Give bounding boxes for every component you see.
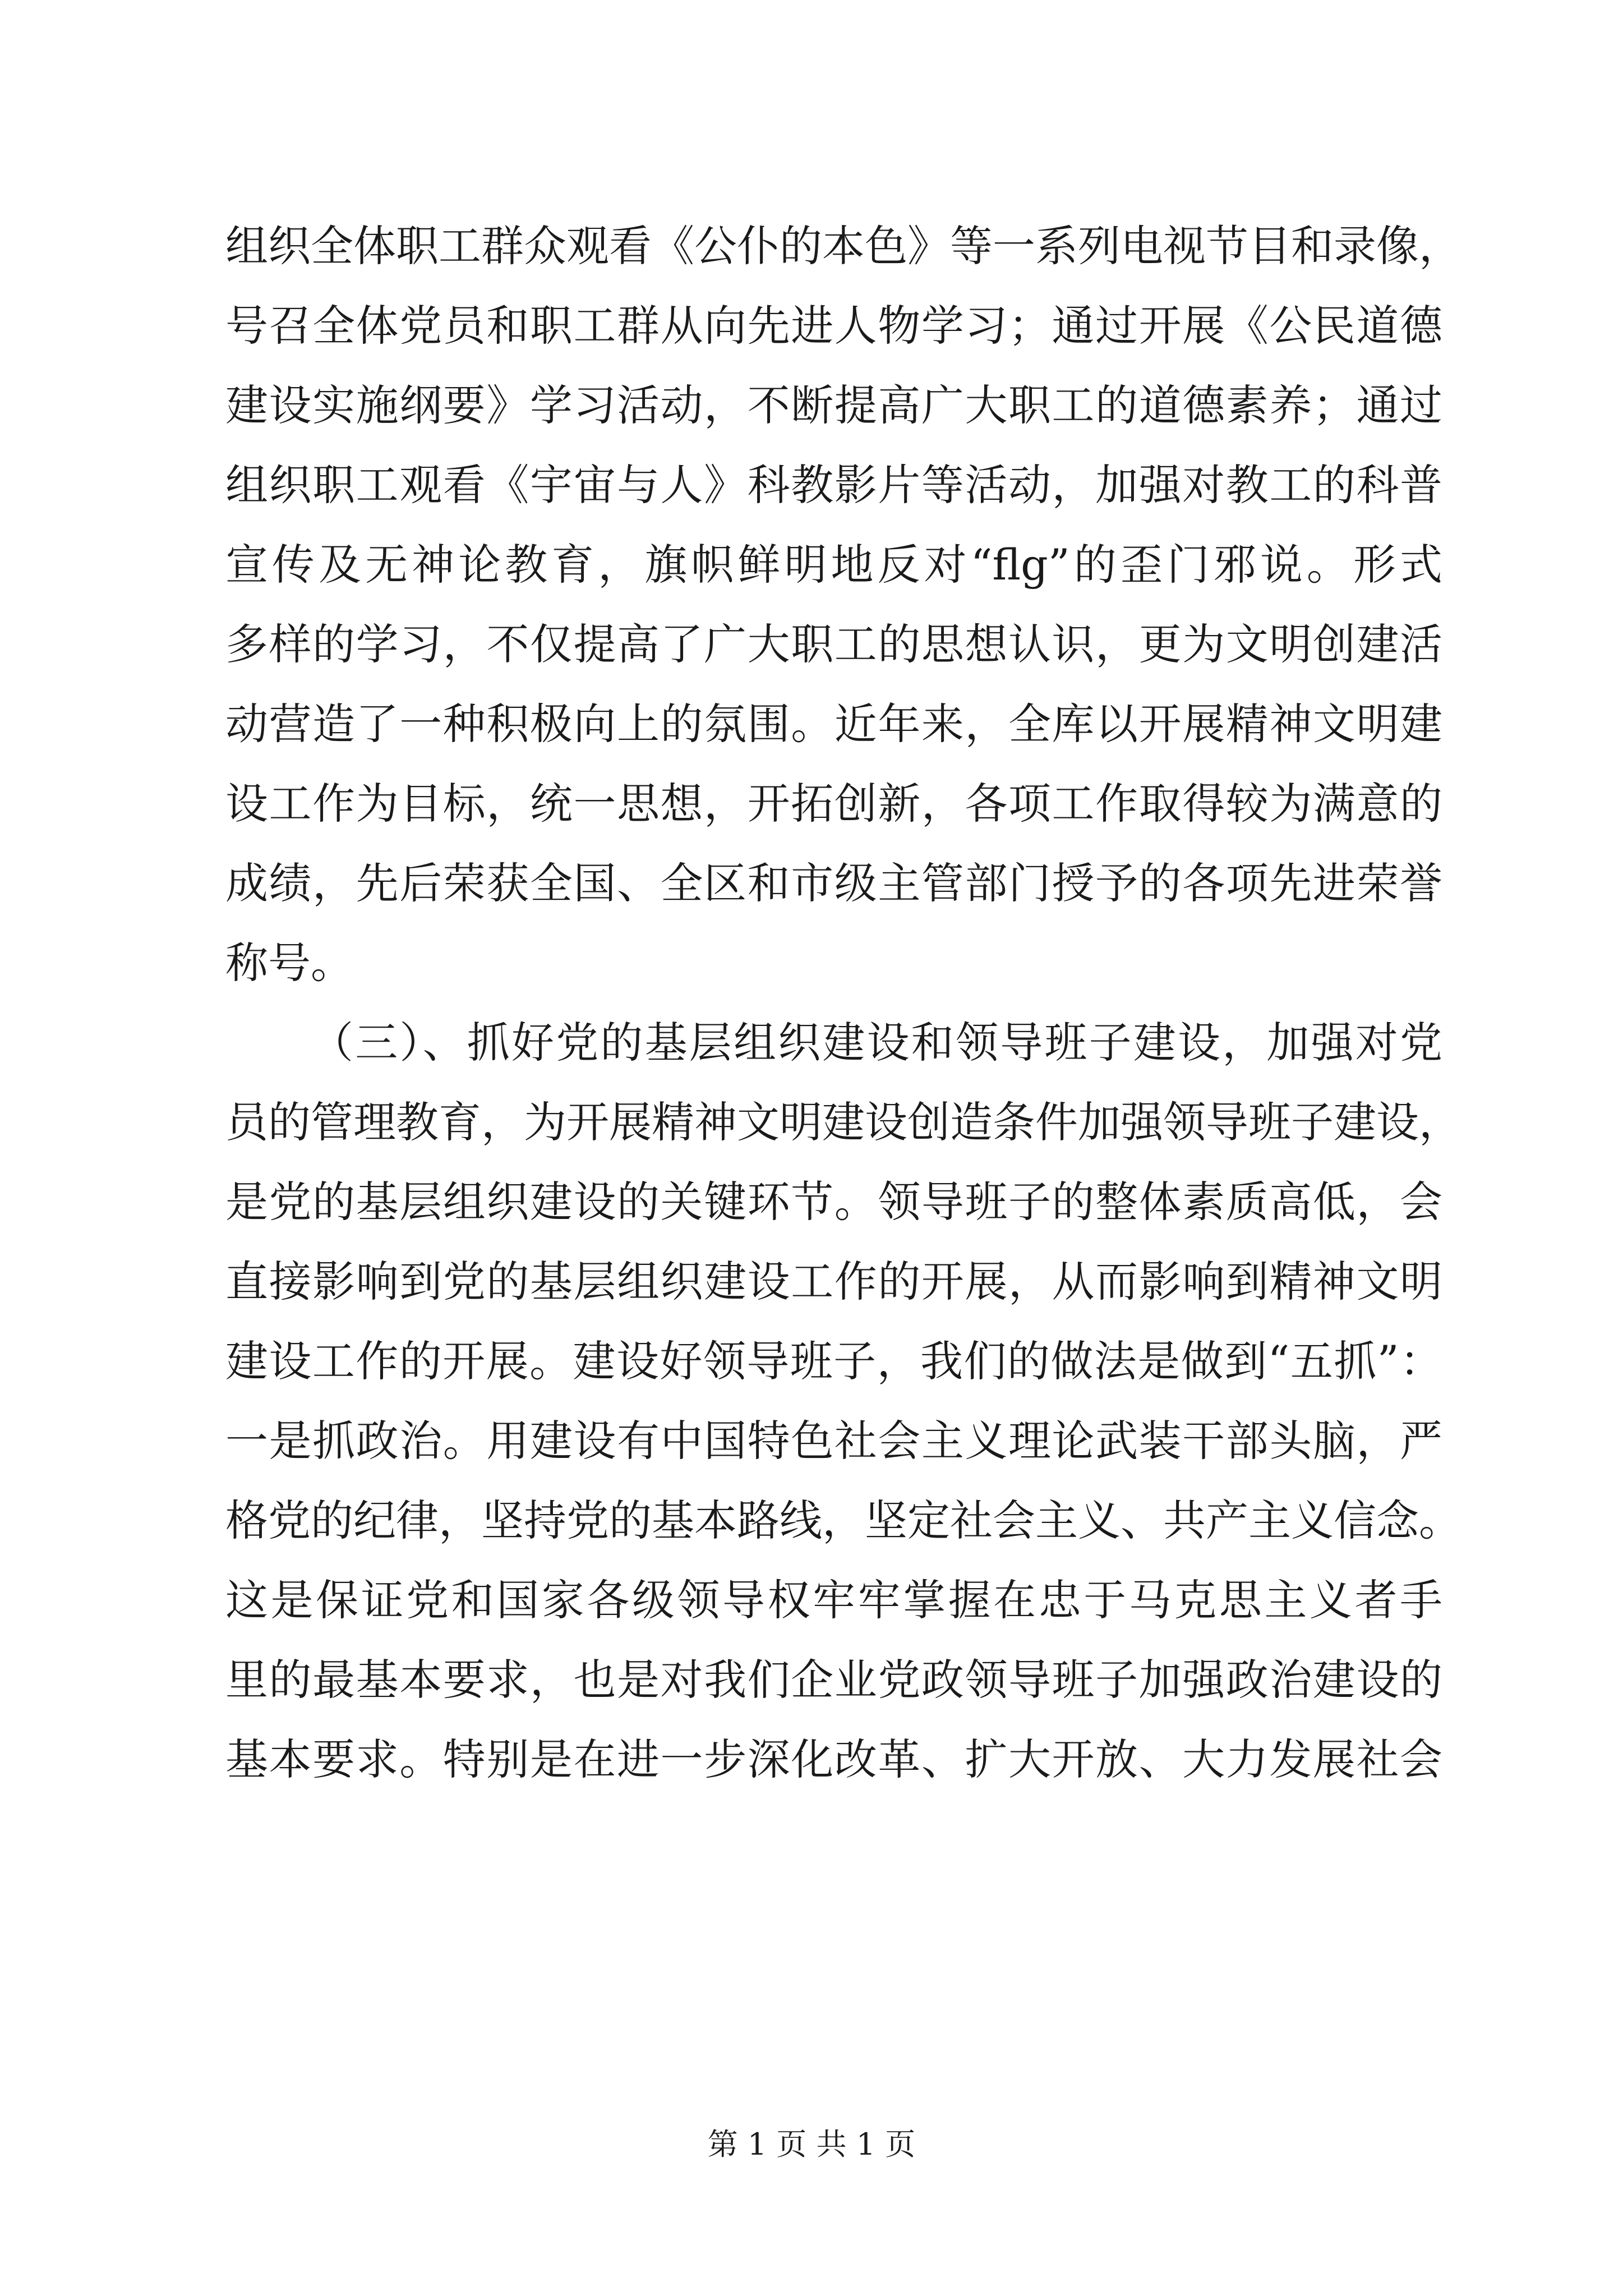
paragraph-line: （三）、抓好党的基层组织建设和领导班子建设，加强对党 xyxy=(311,1018,1442,1068)
page-footer: 第 1 页 共 1 页 xyxy=(707,2127,916,2162)
paragraph-line: 成绩，先后荣获全国、全区和市级主管部门授予的各项先进荣誉 xyxy=(225,858,1442,908)
paragraph-line: 这是保证党和国家各级领导权牢牢掌握在忠于马克思主义者手 xyxy=(225,1575,1442,1625)
paragraph-line: 格党的纪律，坚持党的基本路线，坚定社会主义、共产主义信念。 xyxy=(225,1496,1461,1545)
paragraph-line: 组织全体职工群众观看《公仆的本色》等一系列电视节目和录像， xyxy=(225,221,1461,271)
paragraph-line: 宣传及无神论教育，旗帜鲜明地反对“flg”的歪门邪说。形式 xyxy=(225,540,1442,590)
paragraph-line: 建设实施纲要》学习活动，不断提高广大职工的道德素养；通过 xyxy=(225,380,1442,430)
paragraph-line: 一是抓政治。用建设有中国特色社会主义理论武装干部头脑，严 xyxy=(225,1416,1442,1466)
paragraph-line: 建设工作的开展。建设好领导班子，我们的做法是做到“五抓”： xyxy=(225,1336,1442,1386)
paragraph-line: 是党的基层组织建设的关键环节。领导班子的整体素质高低，会 xyxy=(225,1177,1442,1227)
paragraph-line: 员的管理教育，为开展精神文明建设创造条件加强领导班子建设， xyxy=(225,1097,1461,1147)
paragraph-line: 组织职工观看《宇宙与人》科教影片等活动，加强对教工的科普 xyxy=(225,460,1442,510)
paragraph-line: 设工作为目标，统一思想，开拓创新，各项工作取得较为满意的 xyxy=(225,779,1442,829)
paragraph-line: 多样的学习，不仅提高了广大职工的思想认识，更为文明创建活 xyxy=(225,619,1442,669)
paragraph-line: 直接影响到党的基层组织建设工作的开展，从而影响到精神文明 xyxy=(225,1257,1442,1306)
paragraph-line: 基本要求。特别是在进一步深化改革、扩大开放、大力发展社会 xyxy=(225,1734,1442,1784)
paragraph-line: 号召全体党员和职工群从向先进人物学习；通过开展《公民道德 xyxy=(225,301,1442,351)
paragraph-line: 动营造了一种积极向上的氛围。近年来，全库以开展精神文明建 xyxy=(225,699,1442,749)
paragraph-line: 称号。 xyxy=(225,938,353,988)
document-body xyxy=(225,206,1461,1800)
paragraph-line: 里的最基本要求，也是对我们企业党政领导班子加强政治建设的 xyxy=(225,1655,1442,1705)
